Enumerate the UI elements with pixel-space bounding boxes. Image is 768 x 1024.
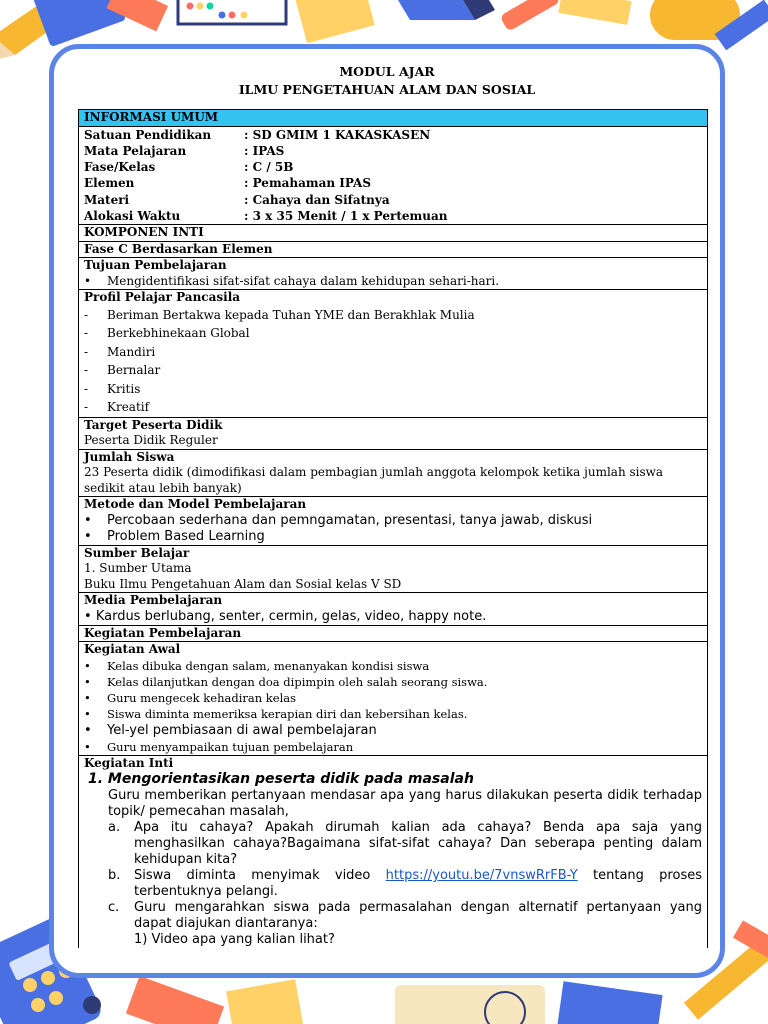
list-item-text: Kritis	[107, 381, 141, 396]
sumber-section	[79, 545, 707, 593]
section-header-komponen-inti: KOMPONEN INTI	[79, 224, 707, 241]
list-item-text: Bernalar	[107, 363, 161, 378]
list-item	[84, 343, 702, 362]
metode-title: Metode dan Model Pembelajaran	[84, 497, 307, 512]
bullet-icon: •	[84, 608, 96, 624]
dash-icon: -	[84, 326, 89, 341]
field-label: Alokasi Waktu	[84, 208, 181, 223]
list-item	[84, 398, 702, 417]
list-item	[84, 274, 702, 290]
list-item-text: Mengidentifikasi sifat-sifat cahaya dalam kehidupan sehari-hari.	[107, 273, 500, 288]
inti-step-heading: 1. Mengorientasikan peserta didik pada masalah	[88, 771, 474, 788]
info-fields	[79, 126, 707, 225]
sumber-line: Buku Ilmu Pengetahuan Alam dan Sosial kelas V SD	[84, 576, 402, 591]
triangle-ruler-icon	[295, 0, 374, 43]
section-header-informasi-umum: INFORMASI UMUM	[79, 109, 707, 126]
document-title: MODUL AJAR	[339, 64, 435, 79]
list-item-text: Berkebhinekaan Global	[107, 326, 250, 341]
bullet-icon: •	[84, 528, 92, 544]
sumber-title: Sumber Belajar	[84, 545, 190, 560]
bullet-icon: •	[84, 273, 92, 288]
field-value: : Cahaya dan Sifatnya	[244, 192, 390, 207]
field-label: Satuan Pendidikan	[84, 127, 212, 142]
field-value: : 3 x 35 Menit / 1 x Pertemuan	[244, 208, 448, 223]
field-row	[84, 127, 702, 143]
kegiatan-heading: Kegiatan Pembelajaran	[79, 625, 707, 642]
media-title: Media Pembelajaran	[84, 593, 223, 608]
field-value: : SD GMIM 1 KAKASKASEN	[244, 127, 431, 142]
list-item-text: Guru mengecek kehadiran kelas	[107, 691, 297, 706]
bullet-icon: •	[84, 512, 92, 528]
ruler-bottom-icon	[126, 976, 224, 1024]
list-item	[84, 529, 702, 545]
bullet-icon: •	[84, 658, 91, 673]
list-item	[84, 380, 702, 399]
target-value: Peserta Didik Reguler	[84, 433, 218, 448]
profil-title: Profil Pelajar Pancasila	[84, 290, 241, 305]
list-item	[84, 361, 702, 380]
item-text: Guru mengarahkan siswa pada permasalahan dengan alternatif pertanyaan yang dapat diajukan diantaranya:	[134, 900, 702, 932]
document-frame	[49, 44, 725, 978]
item-text: Apa itu cahaya? Apakah dirumah kalian ada cahaya? Benda apa saja yang menghasilkan cahaya?Bagaimana sifat-sifat cahaya? Dan seberapa penting dalam kehidupan kita?	[134, 820, 702, 868]
list-item-text: Kardus berlubang, senter, cermin, gelas, video, happy note.	[95, 608, 487, 624]
field-label: Mata Pelajaran	[84, 143, 187, 158]
kegiatan-inti-section	[79, 755, 707, 949]
field-value: : Pemahaman IPAS	[244, 176, 372, 191]
item-text: tentang proses terbentuknya pelangi.	[134, 868, 702, 900]
item-marker: c.	[108, 900, 120, 916]
list-item-text: Kelas dibuka dengan salam, menanyakan kondisi siswa	[107, 658, 430, 673]
video-link[interactable]: https://youtu.be/7vnswRrFB-Y	[385, 868, 578, 884]
field-label: Materi	[84, 192, 130, 207]
profil-section	[79, 289, 707, 417]
field-row	[84, 208, 702, 224]
dash-icon: -	[84, 400, 89, 415]
sumber-line: 1. Sumber Utama	[84, 561, 192, 576]
inti-title: Kegiatan Inti	[84, 755, 174, 770]
list-item-text: Mandiri	[107, 344, 156, 359]
field-row	[84, 143, 702, 159]
field-row	[84, 159, 702, 175]
target-section	[79, 417, 707, 449]
jumlah-title: Jumlah Siswa	[84, 449, 175, 464]
dash-icon: -	[84, 344, 89, 359]
list-item-text: Siswa diminta memeriksa kerapian diri dan kebersihan kelas.	[107, 707, 468, 722]
list-item	[84, 306, 702, 325]
list-item-text: Percobaan sederhana dan pemngamatan, presentasi, tanya jawab, diskusi	[107, 512, 593, 528]
list-item-text: Beriman Bertakwa kepada Tuhan YME dan Berakhlak Mulia	[107, 307, 475, 322]
dash-icon: -	[84, 307, 89, 322]
awal-title: Kegiatan Awal	[84, 642, 181, 657]
metode-section	[79, 496, 707, 545]
field-row	[84, 175, 702, 191]
list-item-text: Kreatif	[107, 400, 150, 415]
list-item-text: Kelas dilanjutkan dengan doa dipimpin oleh salah seorang siswa.	[107, 674, 488, 689]
media-section	[79, 592, 707, 625]
field-label: Elemen	[84, 176, 135, 191]
list-item	[84, 324, 702, 343]
list-item-text: Guru menyampaikan tujuan pembelajaran	[107, 739, 354, 754]
bullet-icon: •	[84, 739, 91, 754]
list-item	[84, 513, 702, 529]
item-text: Siswa diminta menyimak video	[134, 868, 386, 884]
tujuan-title: Tujuan Pembelajaran	[84, 258, 227, 273]
inti-item-b	[84, 868, 702, 900]
bullet-icon: •	[84, 674, 91, 689]
inti-item-a	[84, 820, 702, 868]
tujuan-section	[79, 257, 707, 289]
jumlah-value: 23 Peserta didik (dimodifikasi dalam pembagian jumlah anggota kelompok ketika jumlah siswa sedikit atau lebih banyak)	[84, 465, 664, 495]
inti-item-c	[84, 900, 702, 932]
list-item	[84, 690, 702, 706]
bullet-icon: •	[84, 691, 91, 706]
bullet-icon: •	[84, 707, 91, 722]
crayon-icon	[500, 0, 561, 32]
item-text: 1) Video apa yang kalian lihat?	[134, 932, 335, 948]
list-item-text: Yel-yel pembiasaan di awal pembelajaran	[107, 722, 377, 738]
item-marker: b.	[108, 868, 121, 884]
jumlah-section	[79, 449, 707, 497]
kegiatan-awal-section	[79, 641, 707, 755]
fase-heading: Fase C Berdasarkan Elemen	[79, 241, 707, 258]
list-item	[84, 739, 702, 755]
bullet-icon: •	[84, 722, 92, 738]
list-item	[84, 723, 702, 739]
list-item	[84, 658, 702, 674]
target-title: Target Peserta Didik	[84, 417, 223, 432]
list-item	[84, 674, 702, 690]
field-value: : IPAS	[244, 143, 285, 158]
dash-icon: -	[84, 363, 89, 378]
document-subtitle: ILMU PENGETAHUAN ALAM DAN SOSIAL	[238, 82, 536, 97]
item-marker: a.	[108, 820, 121, 836]
inti-intro: Guru memberikan pertanyaan mendasar apa yang harus dilakukan peserta didik terhadap topik/ pemecahan masalah,	[108, 788, 702, 820]
dash-icon: -	[84, 381, 89, 396]
list-item	[84, 609, 702, 625]
list-item	[84, 706, 702, 722]
cube-icon	[395, 0, 475, 20]
field-label: Fase/Kelas	[84, 160, 156, 175]
inti-item-c1	[84, 932, 702, 948]
list-item-text: Problem Based Learning	[107, 528, 265, 544]
module-table	[78, 109, 708, 948]
field-row	[84, 192, 702, 208]
field-value: : C / 5B	[244, 160, 294, 175]
